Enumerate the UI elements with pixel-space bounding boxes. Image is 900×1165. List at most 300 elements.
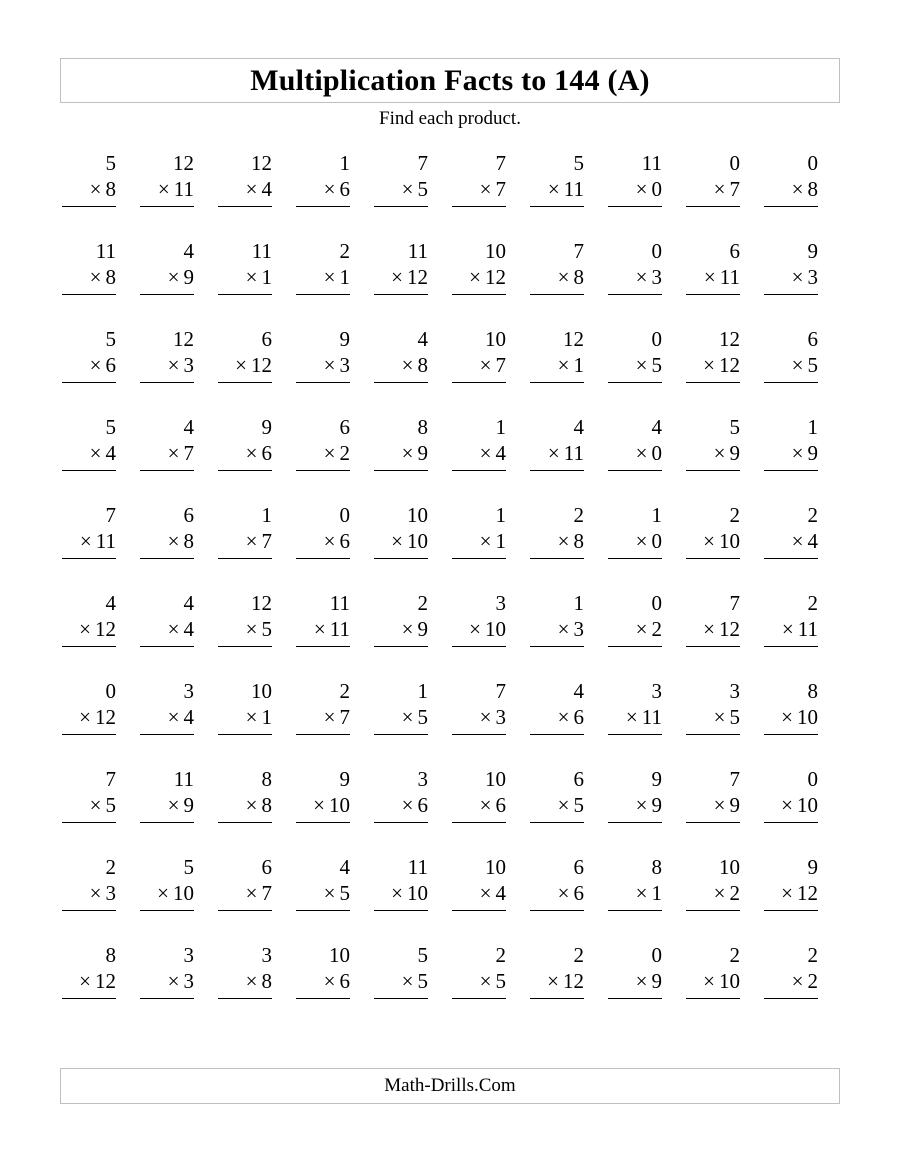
multiplier-row <box>608 264 662 295</box>
multiplier-row <box>764 616 818 647</box>
multiply-icon: × <box>635 969 648 993</box>
multiplier-row <box>140 792 194 823</box>
multiplier: 8 <box>261 969 272 993</box>
multiplicand: 1 <box>807 415 818 439</box>
problem-cell <box>450 150 528 214</box>
multiplier-row <box>374 704 428 735</box>
multiplier: 4 <box>183 705 194 729</box>
multiplicand: 4 <box>183 591 194 615</box>
multiply-icon: × <box>323 529 336 553</box>
multiplier: 11 <box>329 617 350 641</box>
multiplicand: 2 <box>495 943 506 967</box>
multiplier: 7 <box>339 705 350 729</box>
multiplier-row <box>764 264 818 295</box>
multiplier: 10 <box>719 529 740 553</box>
multiplicand: 4 <box>573 415 584 439</box>
problem-cell <box>450 766 528 830</box>
multiplier: 2 <box>729 881 740 905</box>
problem-cell <box>138 766 216 830</box>
multiply-icon: × <box>635 177 648 201</box>
multiplier: 5 <box>417 177 428 201</box>
multiplier-row <box>530 528 584 559</box>
multiplier-row <box>296 528 350 559</box>
multiplicand: 8 <box>417 415 428 439</box>
multiplicand: 11 <box>173 767 194 791</box>
multiplicand: 0 <box>651 239 662 263</box>
multiplicand: 0 <box>729 151 740 175</box>
multiply-icon: × <box>323 705 336 729</box>
multiplier: 1 <box>651 881 662 905</box>
multiplier: 5 <box>417 969 428 993</box>
multiply-icon: × <box>79 529 92 553</box>
multiplier-row <box>296 968 350 999</box>
problem-cell <box>60 238 138 302</box>
multiply-icon: × <box>635 441 648 465</box>
problem-cell <box>528 414 606 478</box>
multiplicand: 5 <box>417 943 428 967</box>
multiply-icon: × <box>401 617 414 641</box>
multiplier: 5 <box>573 793 584 817</box>
problem-cell <box>606 238 684 302</box>
multiply-icon: × <box>245 265 258 289</box>
multiplicand: 4 <box>651 415 662 439</box>
problem-cell <box>762 942 840 1006</box>
multiply-icon: × <box>245 529 258 553</box>
multiplicand: 2 <box>807 943 818 967</box>
multiply-icon: × <box>323 881 336 905</box>
multiplier: 10 <box>173 881 194 905</box>
multiply-icon: × <box>547 969 559 993</box>
multiplier-row <box>764 792 818 823</box>
multiplicand: 6 <box>183 503 194 527</box>
multiplier-row <box>452 176 506 207</box>
multiplier: 4 <box>807 529 818 553</box>
multiplicand: 7 <box>729 767 740 791</box>
problem-cell <box>60 502 138 566</box>
problem-cell <box>60 766 138 830</box>
multiplier-row <box>374 616 428 647</box>
multiplicand: 6 <box>729 239 740 263</box>
problem-cell <box>606 414 684 478</box>
problem-cell <box>216 942 294 1006</box>
multiplier-row <box>296 616 350 647</box>
multiplier: 8 <box>183 529 194 553</box>
multiplicand: 12 <box>563 327 584 351</box>
problem-cell <box>684 414 762 478</box>
multiplier: 6 <box>573 705 584 729</box>
multiplier: 5 <box>495 969 506 993</box>
multiplier: 7 <box>495 177 506 201</box>
multiply-icon: × <box>89 881 102 905</box>
multiply-icon: × <box>781 705 793 729</box>
problem-cell <box>450 326 528 390</box>
multiplicand: 3 <box>417 767 428 791</box>
multiplier: 12 <box>95 969 116 993</box>
multiplier: 0 <box>651 529 662 553</box>
multiplier-row <box>764 352 818 383</box>
multiplier-row <box>218 792 272 823</box>
multiplier: 2 <box>807 969 818 993</box>
multiplier: 8 <box>105 177 116 201</box>
multiply-icon: × <box>245 969 258 993</box>
multiplier: 3 <box>573 617 584 641</box>
multiplicand: 7 <box>105 767 116 791</box>
problem-cell <box>450 502 528 566</box>
multiply-icon: × <box>89 793 102 817</box>
multiplier-row <box>140 616 194 647</box>
problem-cell <box>138 414 216 478</box>
multiplicand: 5 <box>183 855 194 879</box>
multiplier-row <box>140 440 194 471</box>
multiplicand: 2 <box>807 591 818 615</box>
multiply-icon: × <box>703 969 715 993</box>
multiplier-row <box>140 528 194 559</box>
multiplier-row <box>296 440 350 471</box>
multiplicand: 5 <box>729 415 740 439</box>
multiplicand: 4 <box>339 855 350 879</box>
multiplier: 4 <box>495 441 506 465</box>
problem-cell <box>294 942 372 1006</box>
multiplicand: 3 <box>183 679 194 703</box>
multiply-icon: × <box>703 529 715 553</box>
multiplier-row <box>62 704 116 735</box>
problem-cell <box>216 326 294 390</box>
problem-cell <box>294 678 372 742</box>
multiplier: 2 <box>339 441 350 465</box>
multiplicand: 1 <box>573 591 584 615</box>
multiplier: 6 <box>261 441 272 465</box>
multiplicand: 3 <box>651 679 662 703</box>
multiplicand: 2 <box>417 591 428 615</box>
problem-cell <box>216 590 294 654</box>
multiplier-row <box>140 968 194 999</box>
multiplicand: 5 <box>573 151 584 175</box>
problem-cell <box>60 414 138 478</box>
multiplier-row <box>608 176 662 207</box>
multiplier-row <box>296 704 350 735</box>
multiplicand: 1 <box>651 503 662 527</box>
problem-cell <box>762 150 840 214</box>
multiply-icon: × <box>469 265 481 289</box>
multiply-icon: × <box>781 881 793 905</box>
problem-cell <box>60 326 138 390</box>
multiply-icon: × <box>557 881 570 905</box>
multiply-icon: × <box>791 969 804 993</box>
problem-cell <box>528 854 606 918</box>
multiplier: 6 <box>495 793 506 817</box>
problem-cell <box>294 766 372 830</box>
multiplier-row <box>140 264 194 295</box>
multiplier-row <box>530 880 584 911</box>
multiply-icon: × <box>557 705 570 729</box>
multiplier-row <box>218 704 272 735</box>
multiply-icon: × <box>557 617 570 641</box>
multiplicand: 6 <box>339 415 350 439</box>
multiply-icon: × <box>713 177 726 201</box>
multiplier-row <box>452 880 506 911</box>
problem-cell <box>372 502 450 566</box>
problem-cell <box>60 590 138 654</box>
multiplicand: 12 <box>719 327 740 351</box>
multiply-icon: × <box>703 353 715 377</box>
multiplier: 11 <box>563 177 584 201</box>
problem-cell <box>684 502 762 566</box>
multiplier: 0 <box>651 441 662 465</box>
problem-cell <box>138 238 216 302</box>
problem-cell <box>684 326 762 390</box>
problem-cell <box>372 942 450 1006</box>
multiplicand: 11 <box>95 239 116 263</box>
multiply-icon: × <box>79 969 91 993</box>
problem-cell <box>528 678 606 742</box>
multiplier: 9 <box>807 441 818 465</box>
problem-cell <box>606 942 684 1006</box>
multiplier-row <box>608 616 662 647</box>
multiplier-row <box>218 352 272 383</box>
multiplicand: 2 <box>729 503 740 527</box>
problem-cell <box>372 238 450 302</box>
multiplier: 12 <box>95 617 116 641</box>
problem-cell <box>372 854 450 918</box>
multiply-icon: × <box>167 617 180 641</box>
problem-cell <box>294 590 372 654</box>
problem-cell <box>216 414 294 478</box>
problem-cell <box>528 942 606 1006</box>
multiply-icon: × <box>703 617 715 641</box>
multiplier: 11 <box>719 265 740 289</box>
multiplicand: 7 <box>105 503 116 527</box>
multiplier-row <box>608 352 662 383</box>
multiply-icon: × <box>635 793 648 817</box>
multiplier-row <box>62 176 116 207</box>
multiply-icon: × <box>79 617 91 641</box>
multiplicand: 1 <box>495 415 506 439</box>
multiplicand: 10 <box>719 855 740 879</box>
multiply-icon: × <box>89 353 102 377</box>
multiplier-row <box>218 880 272 911</box>
multiplicand: 2 <box>729 943 740 967</box>
multiply-icon: × <box>323 969 336 993</box>
problem-cell <box>450 238 528 302</box>
multiplier-row <box>608 968 662 999</box>
multiplier: 3 <box>339 353 350 377</box>
multiplicand: 1 <box>261 503 272 527</box>
multiplier: 1 <box>573 353 584 377</box>
multiplier: 8 <box>261 793 272 817</box>
multiplier-row <box>296 792 350 823</box>
multiplier-row <box>296 264 350 295</box>
instructions: Find each product. <box>379 108 521 129</box>
multiplier-row <box>62 880 116 911</box>
multiplier: 4 <box>183 617 194 641</box>
multiply-icon: × <box>167 353 180 377</box>
multiplier: 5 <box>417 705 428 729</box>
problem-cell <box>528 766 606 830</box>
multiplier: 11 <box>563 441 584 465</box>
multiplier: 12 <box>563 969 584 993</box>
multiply-icon: × <box>323 177 336 201</box>
multiply-icon: × <box>781 617 794 641</box>
multiplier: 9 <box>183 793 194 817</box>
multiplier-row <box>686 264 740 295</box>
problem-cell <box>528 326 606 390</box>
multiplicand: 5 <box>105 151 116 175</box>
multiplicand: 0 <box>807 151 818 175</box>
multiplier-row <box>686 968 740 999</box>
problem-cell <box>606 326 684 390</box>
multiplicand: 10 <box>329 943 350 967</box>
multiplicand: 7 <box>417 151 428 175</box>
multiplier: 10 <box>407 881 428 905</box>
multiplier: 9 <box>729 793 740 817</box>
multiplier: 6 <box>339 529 350 553</box>
multiplicand: 12 <box>173 151 194 175</box>
multiplier: 6 <box>105 353 116 377</box>
multiplicand: 0 <box>105 679 116 703</box>
multiplier-row <box>686 528 740 559</box>
problem-cell <box>372 150 450 214</box>
multiplicand: 2 <box>807 503 818 527</box>
multiplier: 9 <box>417 441 428 465</box>
multiplicand: 9 <box>339 327 350 351</box>
problem-cell <box>606 590 684 654</box>
multiply-icon: × <box>89 265 102 289</box>
multiplier-row <box>140 176 194 207</box>
multiplier-row <box>374 176 428 207</box>
multiplier-row <box>374 528 428 559</box>
problem-cell <box>762 678 840 742</box>
multiplier: 10 <box>485 617 506 641</box>
multiplier: 8 <box>573 265 584 289</box>
multiplicand: 11 <box>251 239 272 263</box>
problem-cell <box>684 238 762 302</box>
problem-cell <box>138 854 216 918</box>
multiply-icon: × <box>313 617 326 641</box>
multiply-icon: × <box>391 881 403 905</box>
problem-cell <box>294 502 372 566</box>
problem-cell <box>294 326 372 390</box>
problem-cell <box>684 854 762 918</box>
multiply-icon: × <box>323 441 336 465</box>
multiplicand: 4 <box>183 239 194 263</box>
multiplier-row <box>140 352 194 383</box>
multiplicand: 10 <box>485 767 506 791</box>
multiplier: 3 <box>183 353 194 377</box>
title-box <box>60 58 840 103</box>
multiply-icon: × <box>547 441 560 465</box>
multiply-icon: × <box>401 353 414 377</box>
multiply-icon: × <box>713 881 726 905</box>
multiply-icon: × <box>167 705 180 729</box>
multiplicand: 0 <box>651 327 662 351</box>
multiplicand: 4 <box>183 415 194 439</box>
multiplicand: 7 <box>573 239 584 263</box>
multiply-icon: × <box>635 265 648 289</box>
problem-cell <box>216 854 294 918</box>
multiplicand: 0 <box>651 591 662 615</box>
multiply-icon: × <box>401 969 414 993</box>
multiplicand: 4 <box>573 679 584 703</box>
multiplier: 5 <box>651 353 662 377</box>
multiplier-row <box>686 440 740 471</box>
multiply-icon: × <box>245 441 258 465</box>
multiplier: 1 <box>339 265 350 289</box>
multiply-icon: × <box>235 353 247 377</box>
multiply-icon: × <box>167 793 180 817</box>
multiplier: 9 <box>729 441 740 465</box>
multiplier-row <box>530 440 584 471</box>
problem-cell <box>450 678 528 742</box>
multiplier-row <box>686 616 740 647</box>
multiplier: 11 <box>641 705 662 729</box>
multiplier: 2 <box>651 617 662 641</box>
problem-cell <box>372 590 450 654</box>
multiplicand: 3 <box>729 679 740 703</box>
multiplier-row <box>218 528 272 559</box>
problem-cell <box>606 502 684 566</box>
multiplier: 7 <box>261 529 272 553</box>
problem-cell <box>762 326 840 390</box>
multiplicand: 2 <box>339 239 350 263</box>
multiplicand: 11 <box>641 151 662 175</box>
multiplicand: 6 <box>261 327 272 351</box>
multiplier: 8 <box>105 265 116 289</box>
multiplier: 7 <box>495 353 506 377</box>
multiply-icon: × <box>557 793 570 817</box>
multiplier: 6 <box>339 969 350 993</box>
multiplier-row <box>62 352 116 383</box>
problem-cell <box>606 150 684 214</box>
multiplicand: 8 <box>807 679 818 703</box>
multiply-icon: × <box>391 265 403 289</box>
multiplier: 7 <box>729 177 740 201</box>
multiplier: 11 <box>797 617 818 641</box>
problem-cell <box>606 678 684 742</box>
multiplier: 3 <box>807 265 818 289</box>
multiply-icon: × <box>245 177 258 201</box>
multiply-icon: × <box>625 705 638 729</box>
problem-cell <box>294 238 372 302</box>
multiplicand: 10 <box>251 679 272 703</box>
multiplier-row <box>374 440 428 471</box>
multiplicand: 0 <box>807 767 818 791</box>
problem-cell <box>138 502 216 566</box>
multiplier: 12 <box>797 881 818 905</box>
multiplicand: 6 <box>807 327 818 351</box>
multiplier-row <box>608 704 662 735</box>
multiplicand: 0 <box>339 503 350 527</box>
multiplier: 1 <box>261 265 272 289</box>
multiplier-row <box>452 528 506 559</box>
multiplier: 10 <box>797 793 818 817</box>
multiplicand: 6 <box>261 855 272 879</box>
multiplicand: 10 <box>485 855 506 879</box>
multiplier: 5 <box>339 881 350 905</box>
problem-cell <box>372 414 450 478</box>
multiplicand: 10 <box>407 503 428 527</box>
problem-cell <box>606 766 684 830</box>
multiplier: 5 <box>105 793 116 817</box>
multiplier: 9 <box>417 617 428 641</box>
problem-cell <box>60 854 138 918</box>
problem-cell <box>216 766 294 830</box>
problem-cell <box>60 678 138 742</box>
problem-cell <box>372 678 450 742</box>
multiplier-row <box>686 704 740 735</box>
multiply-icon: × <box>401 441 414 465</box>
multiplicand: 10 <box>485 327 506 351</box>
problem-cell <box>450 590 528 654</box>
